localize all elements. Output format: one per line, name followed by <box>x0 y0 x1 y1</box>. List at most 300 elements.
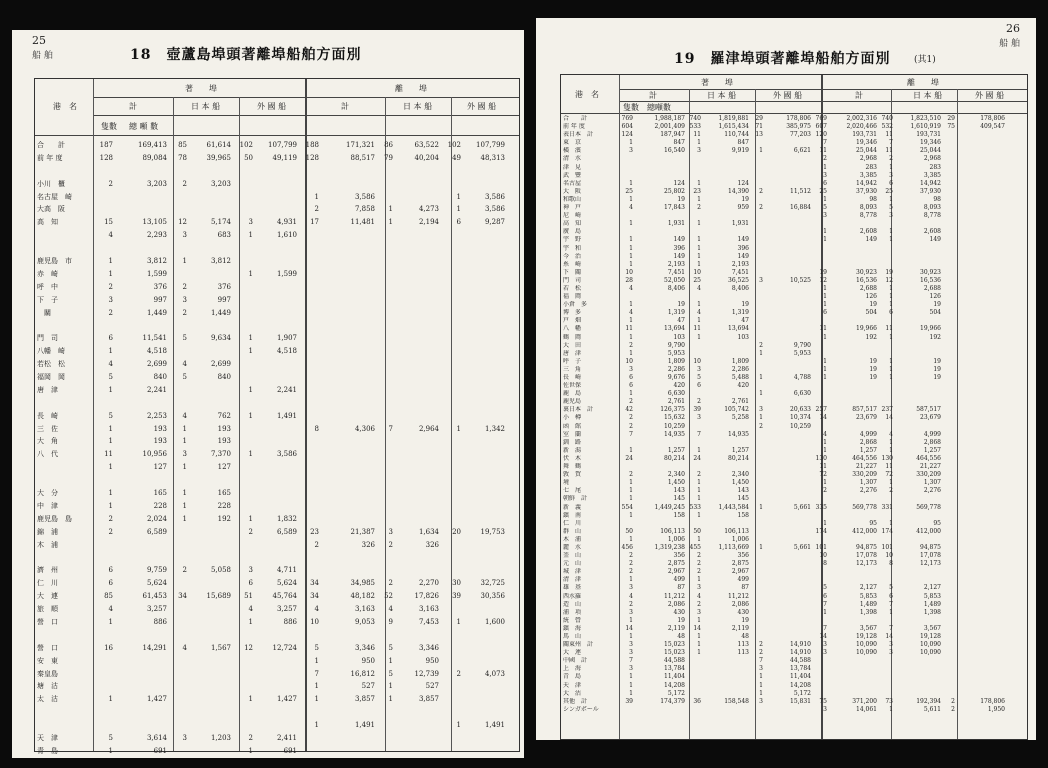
value-cell <box>763 382 811 390</box>
value-cell <box>187 345 231 358</box>
value-cell <box>297 255 319 268</box>
value-cell: 77,203 <box>790 131 811 139</box>
value-cell: 3 <box>629 649 633 657</box>
table-row <box>37 590 517 603</box>
value-cell: 3 <box>889 171 893 179</box>
table-row <box>563 657 1025 665</box>
value-cell <box>461 242 505 255</box>
value-cell: 1,610,919 <box>910 123 941 131</box>
value-cell: 49 <box>452 153 461 162</box>
value-cell <box>941 164 955 172</box>
value-cell <box>955 649 1005 657</box>
value-cell <box>749 309 763 317</box>
value-cell <box>955 269 1005 277</box>
value-cell: 47 <box>741 317 749 325</box>
value-cell: 4 <box>823 430 827 438</box>
foreign-header-dep: 外 國 船 <box>467 102 497 111</box>
table-row <box>37 242 517 255</box>
value-cell: 37,930 <box>920 187 941 195</box>
value-cell: 1 <box>697 236 701 244</box>
value-cell: 6 <box>697 382 701 390</box>
jp-header: 日 本 船 <box>191 102 221 111</box>
value-cell: 193,731 <box>852 131 877 139</box>
value-cell: 5,661 <box>793 503 811 511</box>
value-cell: 102 <box>239 141 253 149</box>
value-cell: 37,930 <box>856 187 877 195</box>
value-cell: 3,586 <box>354 192 375 201</box>
value-cell: 1 <box>248 269 253 278</box>
value-cell: 1 <box>182 514 187 523</box>
value-cell: 997 <box>217 295 231 304</box>
value-cell <box>941 673 955 681</box>
value-cell <box>253 474 297 487</box>
table-row <box>563 366 1025 374</box>
value-cell: 17,078 <box>856 552 877 560</box>
value-cell: 11,212 <box>664 592 685 600</box>
value-cell: 6 <box>889 179 893 187</box>
value-cell <box>167 552 187 565</box>
value-cell <box>439 513 461 526</box>
value-cell: 10,090 <box>856 649 877 657</box>
value-cell: 174 <box>815 527 827 535</box>
value-cell: 396 <box>673 244 685 252</box>
value-cell: 5 <box>108 373 113 382</box>
value-cell <box>941 390 955 398</box>
value-cell: 1 <box>182 257 187 266</box>
value-cell: 5 <box>889 204 893 212</box>
value-cell <box>461 371 505 384</box>
value-cell <box>617 706 633 714</box>
value-cell: 2,276 <box>859 487 877 495</box>
value-cell: 1 <box>759 689 763 697</box>
value-cell <box>763 617 811 625</box>
value-cell: 13,784 <box>790 665 811 673</box>
value-cell: 2 <box>759 649 763 657</box>
value-cell <box>827 657 877 665</box>
value-cell <box>461 307 505 320</box>
value-cell <box>253 242 297 255</box>
value-cell: 10 <box>693 268 701 276</box>
value-cell <box>893 536 941 544</box>
value-cell <box>231 203 253 216</box>
table-row <box>37 139 517 152</box>
table-row <box>563 601 1025 609</box>
table-row <box>563 625 1025 633</box>
value-cell <box>749 285 763 293</box>
value-cell <box>393 552 439 565</box>
value-cell <box>955 131 1005 139</box>
value-cell: 1,931 <box>731 220 749 228</box>
value-cell: 71 <box>755 123 763 131</box>
value-cell <box>393 281 439 294</box>
value-cell: 5 <box>823 204 827 212</box>
value-cell: 7 <box>889 600 893 608</box>
value-cell: 11 <box>885 131 893 139</box>
value-cell: 10 <box>625 268 633 276</box>
port-name-cell: 釧 路 <box>563 438 582 446</box>
value-cell <box>319 732 375 745</box>
value-cell <box>393 719 439 732</box>
value-cell: 2 <box>697 568 701 576</box>
value-cell <box>393 745 439 758</box>
value-cell: 15,831 <box>790 697 811 705</box>
value-cell <box>113 242 167 255</box>
port-name-cell: 境 <box>563 479 582 487</box>
value-cell <box>297 345 319 358</box>
value-cell <box>827 512 877 520</box>
value-cell <box>763 625 811 633</box>
value-cell: 16,536 <box>920 276 941 284</box>
value-cell <box>763 706 811 714</box>
value-cell <box>941 690 955 698</box>
value-cell <box>763 220 811 228</box>
value-cell: 124 <box>673 179 685 187</box>
value-cell: 63,522 <box>414 141 439 149</box>
value-cell: 1 <box>697 511 701 519</box>
value-cell <box>827 261 877 269</box>
value-cell: 1 <box>889 479 893 487</box>
value-cell: 1 <box>697 616 701 624</box>
value-cell: 2,967 <box>667 568 685 576</box>
table-row <box>563 342 1025 350</box>
value-cell: 950 <box>425 656 439 665</box>
value-cell <box>763 172 811 180</box>
value-cell <box>955 657 1005 665</box>
value-cell <box>375 745 393 758</box>
value-cell <box>877 261 893 269</box>
value-cell <box>685 657 701 665</box>
value-cell: 4 <box>697 592 701 600</box>
value-cell <box>319 242 375 255</box>
table-row <box>37 448 517 461</box>
value-cell <box>461 603 505 616</box>
value-cell: 2,002,316 <box>846 115 877 122</box>
value-cell: 178,806 <box>980 115 1005 122</box>
value-cell <box>375 461 393 474</box>
port-name-cell: 前 年 度 <box>37 153 63 162</box>
value-cell: 11 <box>625 325 633 333</box>
value-cell <box>893 220 941 228</box>
value-cell <box>749 447 763 455</box>
value-cell <box>187 655 231 668</box>
value-cell <box>393 358 439 371</box>
value-cell: 98 <box>933 195 941 203</box>
value-cell <box>167 719 187 732</box>
value-cell <box>253 307 297 320</box>
value-cell: 17,826 <box>414 592 439 601</box>
value-cell <box>941 155 955 163</box>
value-cell <box>617 463 633 471</box>
port-name-cell: 和歌山 <box>563 195 582 203</box>
value-cell <box>439 655 461 668</box>
value-cell: 8,093 <box>859 204 877 212</box>
value-cell <box>231 500 253 513</box>
value-cell <box>893 690 941 698</box>
value-cell <box>439 358 461 371</box>
value-cell: 1 <box>182 424 187 433</box>
table-row <box>563 204 1025 212</box>
table-row <box>563 641 1025 649</box>
value-cell: 604 <box>621 123 633 131</box>
value-cell <box>253 255 297 268</box>
value-cell <box>763 609 811 617</box>
value-cell: 5 <box>108 411 113 420</box>
value-cell: 1 <box>456 205 461 214</box>
value-cell <box>941 220 955 228</box>
port-name-cell: 呼 子 <box>563 357 582 365</box>
data-rows <box>37 139 517 758</box>
value-cell: 769 <box>815 115 827 122</box>
table-row <box>563 212 1025 220</box>
value-cell <box>187 603 231 616</box>
value-cell <box>393 629 439 642</box>
value-cell: 2 <box>182 282 187 291</box>
port-name-cell: 表日本 計 <box>563 131 594 139</box>
value-cell: 2 <box>697 471 701 479</box>
value-cell: 6 <box>456 218 461 227</box>
value-cell <box>633 520 685 528</box>
value-cell <box>113 552 167 565</box>
value-cell: 143 <box>737 487 749 495</box>
value-cell: 1 <box>629 244 633 252</box>
value-cell: 2 <box>108 514 113 523</box>
value-cell <box>253 552 297 565</box>
value-cell: 23 <box>310 527 319 536</box>
value-cell: 1 <box>697 195 701 203</box>
value-cell <box>231 423 253 436</box>
value-cell: 192 <box>865 333 877 341</box>
value-cell <box>827 617 877 625</box>
value-cell: 101 <box>881 543 893 551</box>
table-row <box>37 152 517 165</box>
value-cell <box>955 358 1005 366</box>
table-frame <box>560 74 1028 740</box>
value-cell <box>617 212 633 220</box>
value-cell: 1 <box>823 365 827 373</box>
value-cell: 2,024 <box>146 514 167 523</box>
value-cell <box>955 228 1005 236</box>
port-name-cell: 戸 畑 <box>563 317 582 325</box>
value-cell <box>461 513 505 526</box>
value-cell <box>231 552 253 565</box>
value-cell <box>617 520 633 528</box>
value-cell: 527 <box>361 682 375 691</box>
value-cell <box>955 164 1005 172</box>
value-cell: 16,812 <box>350 669 375 678</box>
value-cell <box>187 552 231 565</box>
value-cell <box>955 431 1005 439</box>
value-cell <box>763 463 811 471</box>
port-name-cell: 鎮 南 <box>563 511 582 519</box>
port-name-cell: 函 館 <box>563 422 582 430</box>
port-name-cell: 關東州 計 <box>563 641 594 649</box>
value-cell: 11,404 <box>790 673 811 681</box>
value-cell <box>877 690 893 698</box>
value-cell: 3,203 <box>210 179 231 188</box>
value-cell: 8,778 <box>859 212 877 220</box>
value-cell: 75 <box>819 697 827 705</box>
value-cell: 1 <box>314 721 319 730</box>
value-cell <box>231 294 253 307</box>
value-cell: 9,053 <box>354 617 375 626</box>
port-name-cell: 青 島 <box>563 673 582 681</box>
value-cell <box>319 474 375 487</box>
value-cell <box>701 350 749 358</box>
value-cell: 174,379 <box>660 697 685 705</box>
value-cell <box>231 397 253 410</box>
value-cell: 10,090 <box>856 641 877 649</box>
value-cell <box>91 319 113 332</box>
value-cell: 3 <box>759 276 763 284</box>
value-cell <box>941 512 955 520</box>
table-row <box>563 139 1025 147</box>
value-cell: 1 <box>759 543 763 551</box>
port-name-cell: 室 蘭 <box>563 430 582 438</box>
value-cell: 106,113 <box>660 527 685 535</box>
value-cell: 2,127 <box>859 584 877 592</box>
table-row <box>37 410 517 423</box>
value-cell <box>749 236 763 244</box>
port-name-cell: 朝鮮 計 <box>563 495 588 503</box>
value-cell: 1,819,881 <box>718 115 749 122</box>
table-row <box>37 435 517 448</box>
foreign-header-dep: 外 國 船 <box>975 91 1005 100</box>
value-cell: 113 <box>737 641 749 649</box>
value-cell: 10,259 <box>664 422 685 430</box>
value-cell: 1 <box>629 633 633 640</box>
value-cell <box>297 358 319 371</box>
port-name-cell: 三 佐 <box>37 424 58 433</box>
value-cell <box>393 229 439 242</box>
section-label: 船 舶 <box>999 39 1020 49</box>
port-name-cell <box>37 552 91 565</box>
value-cell: 331 <box>881 503 893 511</box>
value-cell <box>187 203 231 216</box>
table-row <box>563 698 1025 706</box>
value-cell: 1 <box>889 163 893 171</box>
value-cell <box>749 528 763 536</box>
value-cell <box>167 577 187 590</box>
value-cell <box>763 180 811 188</box>
table-row <box>563 617 1025 625</box>
value-cell: 4 <box>629 204 633 212</box>
table-row <box>563 382 1025 390</box>
value-cell <box>877 253 893 261</box>
value-cell: 1,610 <box>276 231 297 240</box>
value-cell <box>955 568 1005 576</box>
value-cell: 1 <box>108 501 113 510</box>
value-cell: 371,200 <box>852 697 877 705</box>
value-cell <box>253 539 297 552</box>
table-row <box>563 504 1025 512</box>
table-row <box>563 317 1025 325</box>
value-cell <box>941 309 955 317</box>
value-cell <box>763 245 811 253</box>
value-cell: 11,541 <box>142 334 167 343</box>
value-cell <box>701 390 749 398</box>
value-cell: 14,061 <box>856 705 877 713</box>
value-cell <box>941 350 955 358</box>
value-cell <box>941 584 955 592</box>
table-row <box>563 374 1025 382</box>
value-cell <box>633 706 685 714</box>
value-cell <box>91 680 113 693</box>
port-name-cell: 釜 山 <box>563 552 582 560</box>
value-cell: 11 <box>819 325 827 333</box>
value-cell <box>763 552 811 560</box>
port-name-cell: 木 浦 <box>563 535 582 543</box>
value-cell <box>941 228 955 236</box>
value-cell <box>763 633 811 641</box>
table-row <box>37 332 517 345</box>
port-name-cell: 赤 崎 <box>37 269 58 278</box>
table-row <box>563 471 1025 479</box>
table-row <box>563 180 1025 188</box>
value-cell <box>187 268 231 281</box>
value-cell: 1 <box>823 438 827 446</box>
value-cell <box>827 342 877 350</box>
value-cell: 113 <box>737 649 749 657</box>
value-cell <box>877 495 893 503</box>
value-cell <box>297 461 319 474</box>
table-row <box>563 431 1025 439</box>
port-name-cell: 八 代 <box>37 450 58 459</box>
value-cell <box>749 617 763 625</box>
value-cell <box>297 552 319 565</box>
value-cell <box>319 500 375 513</box>
value-cell <box>685 463 701 471</box>
value-cell <box>955 301 1005 309</box>
value-cell <box>941 382 955 390</box>
value-cell: 2,119 <box>667 624 685 632</box>
value-cell <box>941 172 955 180</box>
value-cell: 4,273 <box>418 205 439 214</box>
value-cell <box>955 593 1005 601</box>
value-cell: 1,950 <box>987 705 1005 713</box>
value-cell <box>439 397 461 410</box>
value-cell: 3 <box>388 527 393 536</box>
table-row <box>563 552 1025 560</box>
value-cell <box>231 668 253 681</box>
value-cell <box>701 673 749 681</box>
value-cell: 4 <box>629 284 633 292</box>
value-cell <box>893 682 941 690</box>
value-cell: 61,614 <box>206 141 231 149</box>
value-cell <box>941 495 955 503</box>
value-cell <box>763 317 811 325</box>
value-cell: 4 <box>388 605 393 614</box>
value-cell: 1,567 <box>210 643 231 652</box>
value-cell <box>375 191 393 204</box>
value-cell: 23 <box>693 187 701 195</box>
value-cell <box>461 539 505 552</box>
value-cell: 6,630 <box>667 390 685 398</box>
value-cell: 10 <box>693 357 701 365</box>
value-cell <box>893 423 941 431</box>
value-cell: 5,172 <box>667 689 685 697</box>
value-cell: 2,270 <box>418 579 439 588</box>
value-cell: 174 <box>881 527 893 535</box>
value-cell: 158,548 <box>724 697 749 705</box>
value-cell <box>187 165 231 178</box>
value-cell <box>749 196 763 204</box>
value-cell <box>955 665 1005 673</box>
port-name-cell: 仁 川 <box>37 579 58 588</box>
port-name-cell: 新 潟 <box>563 446 582 454</box>
port-name-cell: 旅 順 <box>37 605 58 614</box>
value-cell <box>763 164 811 172</box>
table-row <box>563 706 1025 714</box>
